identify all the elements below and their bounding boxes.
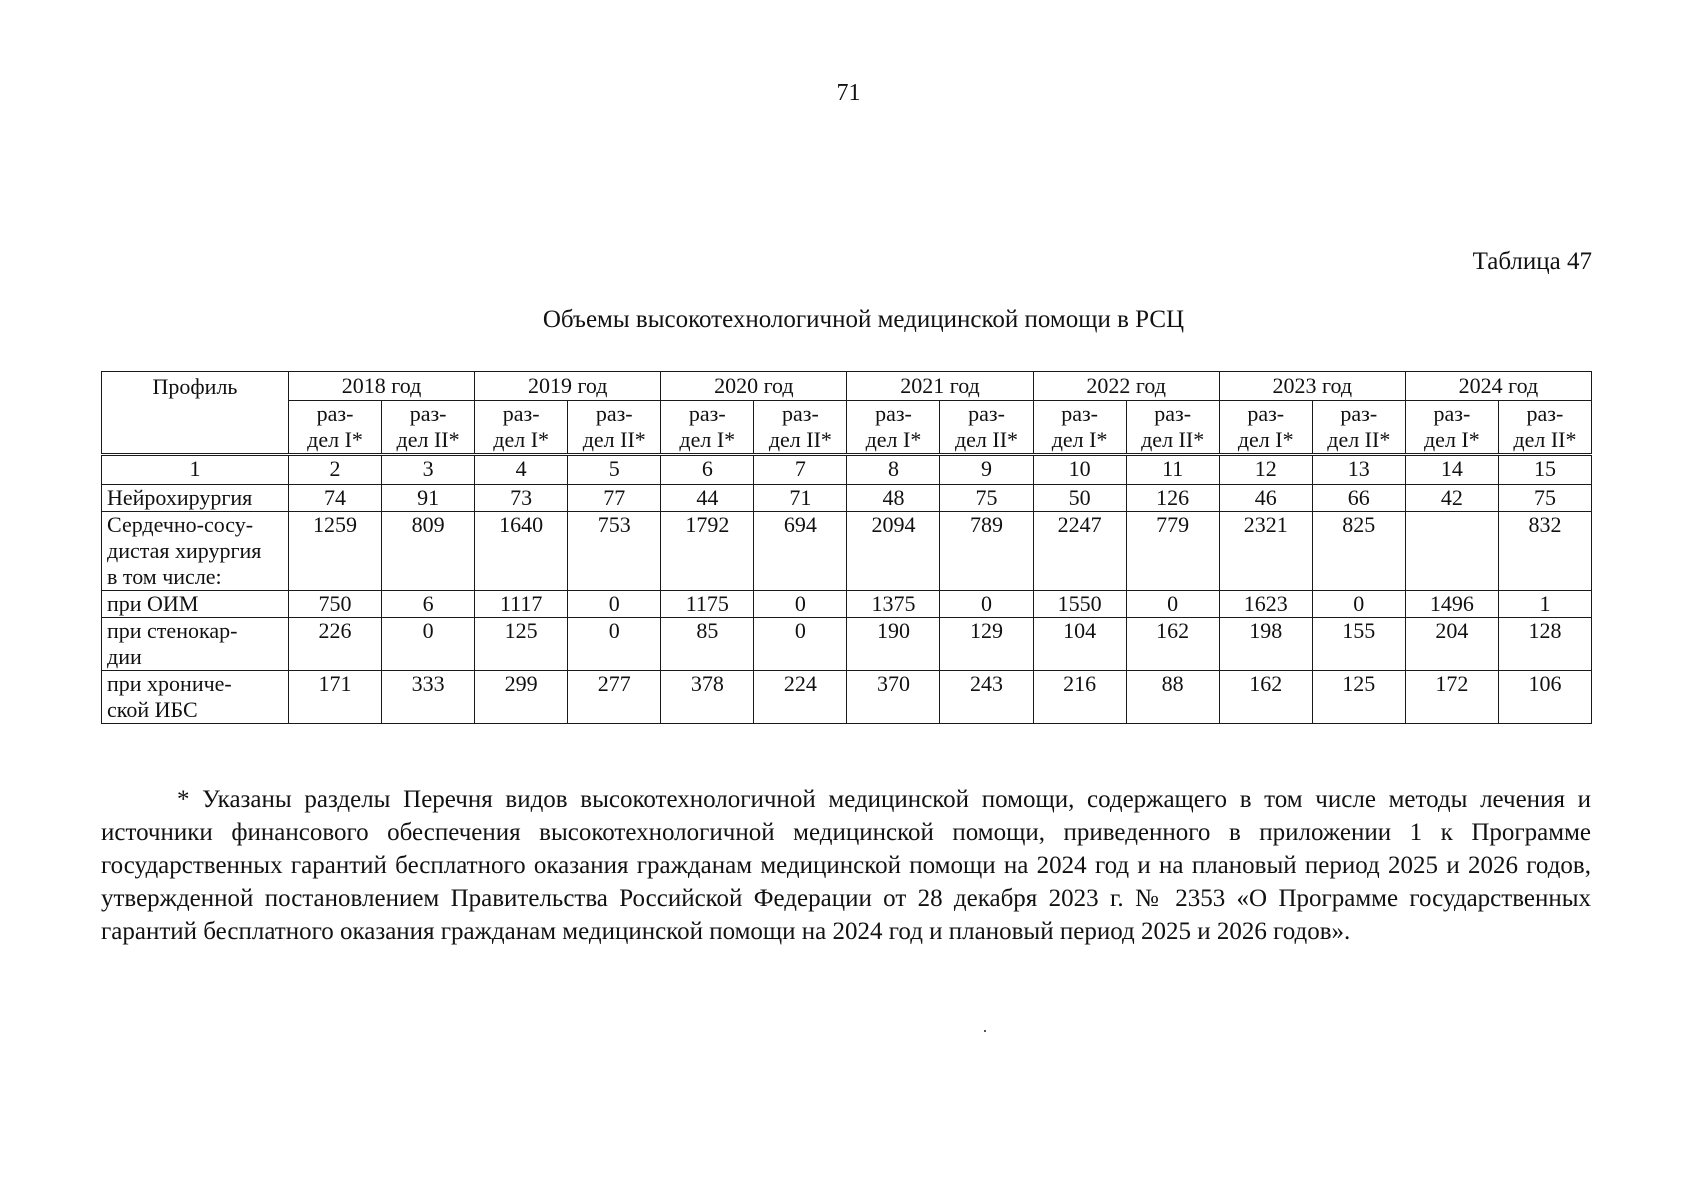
table-cell: 2094 — [847, 512, 940, 591]
column-number-cell: 15 — [1498, 455, 1591, 485]
column-header-year: 2018 год — [289, 372, 475, 401]
table-cell: 1550 — [1033, 591, 1126, 618]
column-header-section-2: раз- дел II* — [382, 401, 475, 455]
table-cell: 106 — [1498, 671, 1591, 724]
column-header-section-1: раз- дел I* — [1033, 401, 1126, 455]
table-cell: 172 — [1405, 671, 1498, 724]
table-cell: 1259 — [289, 512, 382, 591]
column-number-cell: 3 — [382, 455, 475, 485]
table-cell: 125 — [475, 618, 568, 671]
column-header-year: 2022 год — [1033, 372, 1219, 401]
table-cell: 104 — [1033, 618, 1126, 671]
table-cell: 171 — [289, 671, 382, 724]
column-number-cell: 10 — [1033, 455, 1126, 485]
column-header-profile: Профиль — [102, 372, 289, 455]
row-label: Нейрохирургия — [102, 485, 289, 512]
table-cell: 1792 — [661, 512, 754, 591]
table-cell: 378 — [661, 671, 754, 724]
table-row — [102, 591, 1592, 618]
table-cell: 198 — [1219, 618, 1312, 671]
table-cell: 77 — [568, 485, 661, 512]
table-cell: 1175 — [661, 591, 754, 618]
table-cell: 779 — [1126, 512, 1219, 591]
table-cell: 333 — [382, 671, 475, 724]
table-cell: 88 — [1126, 671, 1219, 724]
table-title: Объемы высокотехнологичной медицинской помощи в РСЦ — [542, 306, 1185, 333]
page-number: 71 — [836, 80, 861, 106]
table-cell: 155 — [1312, 618, 1405, 671]
column-number-cell: 8 — [847, 455, 940, 485]
table-cell: 299 — [475, 671, 568, 724]
table-cell: 73 — [475, 485, 568, 512]
column-header-section-2: раз- дел II* — [940, 401, 1033, 455]
table-cell: 243 — [940, 671, 1033, 724]
table-cell: 126 — [1126, 485, 1219, 512]
table-row — [102, 485, 1592, 512]
column-header-section-1: раз- дел I* — [1219, 401, 1312, 455]
table-cell: 370 — [847, 671, 940, 724]
table-cell: 1117 — [475, 591, 568, 618]
table-cell: 75 — [1498, 485, 1591, 512]
scan-speck — [984, 1030, 986, 1032]
column-header-section-1: раз- дел I* — [475, 401, 568, 455]
column-number-cell: 5 — [568, 455, 661, 485]
table-cell: 46 — [1219, 485, 1312, 512]
column-number-cell: 12 — [1219, 455, 1312, 485]
table-cell: 0 — [568, 618, 661, 671]
column-number-cell: 7 — [754, 455, 847, 485]
column-header-section-2: раз- дел II* — [1498, 401, 1591, 455]
table-cell: 2321 — [1219, 512, 1312, 591]
table-row — [102, 671, 1592, 724]
column-header-year: 2023 год — [1219, 372, 1405, 401]
table-cell: 162 — [1126, 618, 1219, 671]
table-cell: 825 — [1312, 512, 1405, 591]
table-cell: 50 — [1033, 485, 1126, 512]
table-cell: 224 — [754, 671, 847, 724]
column-number-cell: 9 — [940, 455, 1033, 485]
row-label: при ОИМ — [102, 591, 289, 618]
table-cell: 1375 — [847, 591, 940, 618]
table-cell: 204 — [1405, 618, 1498, 671]
table-cell: 0 — [754, 618, 847, 671]
table-cell: 226 — [289, 618, 382, 671]
column-number-cell: 2 — [289, 455, 382, 485]
column-header-year: 2024 год — [1405, 372, 1591, 401]
table-cell: 750 — [289, 591, 382, 618]
column-header-year: 2019 год — [475, 372, 661, 401]
column-header-section-2: раз- дел II* — [1312, 401, 1405, 455]
table-cell: 125 — [1312, 671, 1405, 724]
column-header-year: 2021 год — [847, 372, 1033, 401]
data-table — [101, 371, 1592, 724]
table-cell: 48 — [847, 485, 940, 512]
column-header-section-2: раз- дел II* — [1126, 401, 1219, 455]
table-cell: 85 — [661, 618, 754, 671]
row-label: Сердечно-сосу- дистая хирургия в том числе: — [102, 512, 289, 591]
table-cell: 71 — [754, 485, 847, 512]
table-header-years-row — [102, 372, 1592, 401]
table-cell: 2247 — [1033, 512, 1126, 591]
column-number-cell: 14 — [1405, 455, 1498, 485]
table-cell: 74 — [289, 485, 382, 512]
table-cell: 6 — [382, 591, 475, 618]
table-header-sections-row — [102, 401, 1592, 455]
table-row — [102, 512, 1592, 591]
table-label: Таблица 47 — [1472, 248, 1592, 275]
column-header-section-2: раз- дел II* — [754, 401, 847, 455]
table-cell: 42 — [1405, 485, 1498, 512]
column-number-cell: 4 — [475, 455, 568, 485]
table-cell: 162 — [1219, 671, 1312, 724]
table-cell: 0 — [940, 591, 1033, 618]
table-cell: 809 — [382, 512, 475, 591]
table-cell: 753 — [568, 512, 661, 591]
column-header-section-1: раз- дел I* — [661, 401, 754, 455]
row-label: при стенокар- дии — [102, 618, 289, 671]
table-cell: 789 — [940, 512, 1033, 591]
table-cell: 190 — [847, 618, 940, 671]
column-number-cell: 6 — [661, 455, 754, 485]
table-cell — [1405, 512, 1498, 591]
table-cell: 277 — [568, 671, 661, 724]
table-cell: 1623 — [1219, 591, 1312, 618]
column-header-section-2: раз- дел II* — [568, 401, 661, 455]
table-cell: 75 — [940, 485, 1033, 512]
column-number-cell: 1 — [102, 455, 289, 485]
column-header-section-1: раз- дел I* — [1405, 401, 1498, 455]
table-cell: 1496 — [1405, 591, 1498, 618]
table-cell: 0 — [754, 591, 847, 618]
column-header-year: 2020 год — [661, 372, 847, 401]
column-header-section-1: раз- дел I* — [847, 401, 940, 455]
column-number-cell: 13 — [1312, 455, 1405, 485]
table-cell: 216 — [1033, 671, 1126, 724]
table-row — [102, 618, 1592, 671]
table-cell: 44 — [661, 485, 754, 512]
footnote: * Указаны разделы Перечня видов высокотехнологичной медицинской помощи, содержащего в том числе методы лечения и источники финансового обеспечения высокотехнологичной медицинской помощи, приведенного в приложении 1 к Программе государственных гарантий бесплатного оказания гражданам медицинской помощи на 2024 год и на плановый период 2025 и 2026 годов, утвержденной постановлением Правительства Российской Федерации от 28 декабря 2023 г. № 2353 «О Программе государственных гарантий бесплатного оказания гражданам медицинской помощи на 2024 год и плановый период 2025 и 2026 годов». — [101, 786, 1591, 945]
table-cell: 832 — [1498, 512, 1591, 591]
column-numbers-row — [102, 455, 1592, 485]
table-cell: 129 — [940, 618, 1033, 671]
table-cell: 1640 — [475, 512, 568, 591]
table-cell: 0 — [1312, 591, 1405, 618]
table-cell: 694 — [754, 512, 847, 591]
table-cell: 1 — [1498, 591, 1591, 618]
table-cell: 0 — [1126, 591, 1219, 618]
table-cell: 128 — [1498, 618, 1591, 671]
table-cell: 91 — [382, 485, 475, 512]
table-cell: 0 — [382, 618, 475, 671]
table-cell: 0 — [568, 591, 661, 618]
column-header-section-1: раз- дел I* — [289, 401, 382, 455]
column-number-cell: 11 — [1126, 455, 1219, 485]
row-label: при хрониче- ской ИБС — [102, 671, 289, 724]
table-cell: 66 — [1312, 485, 1405, 512]
